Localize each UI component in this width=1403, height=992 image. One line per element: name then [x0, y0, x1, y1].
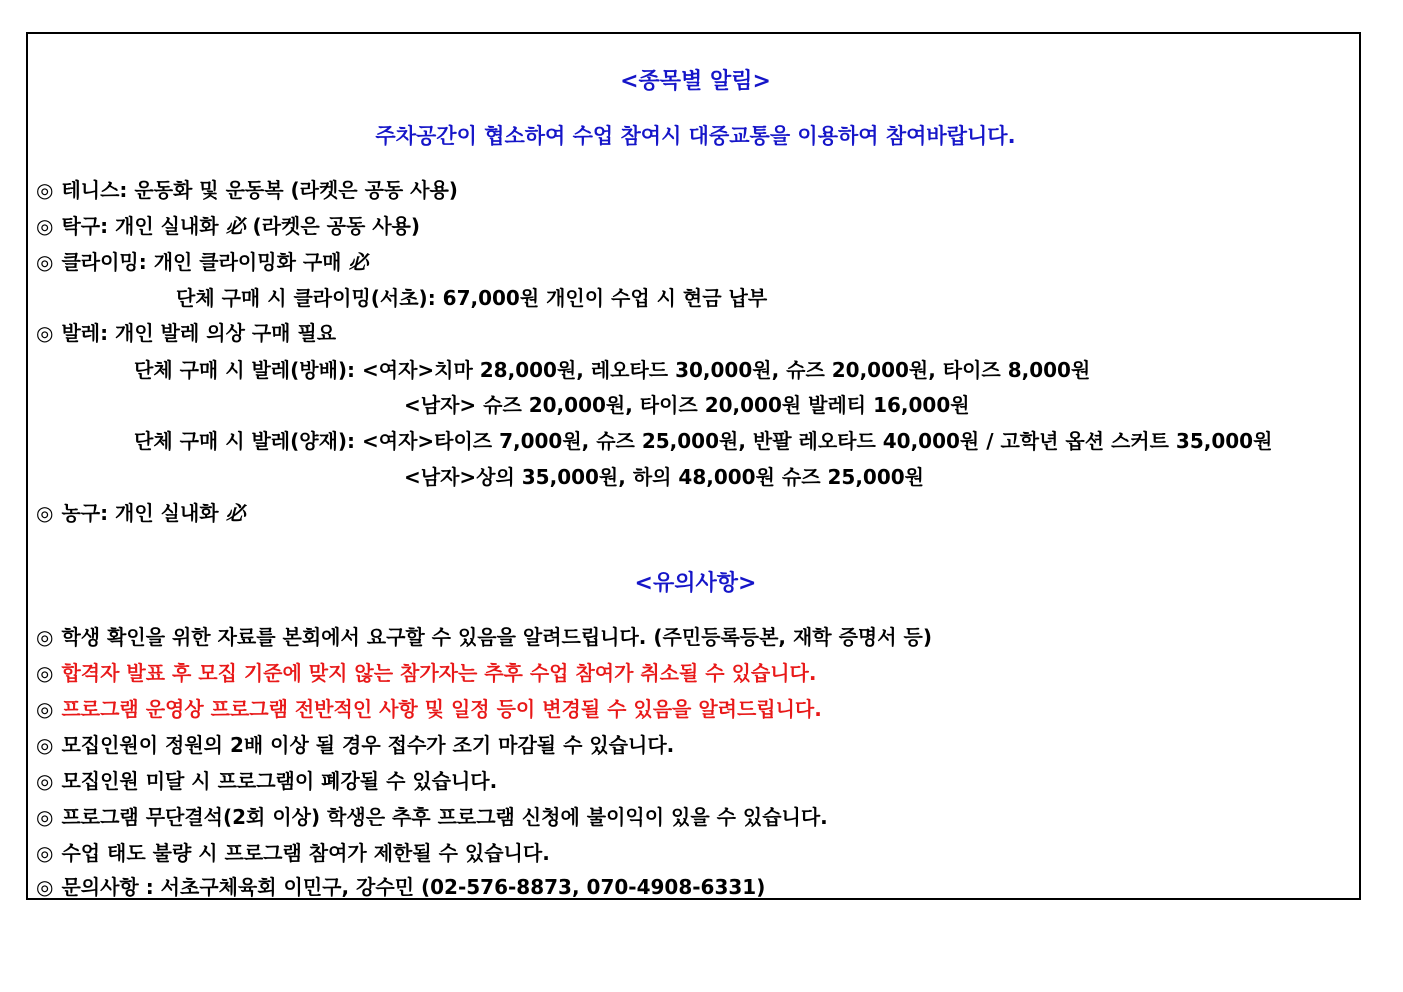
table-tennis-text: 탁구: 개인 실내화 [61, 214, 226, 238]
tennis-text: 테니스: 운동화 및 운동복 (라켓은 공동 사용) [61, 178, 458, 202]
caution-item [36, 767, 497, 795]
caution-item [36, 731, 674, 759]
must-mark: 必 [225, 501, 246, 525]
must-mark: 必 [225, 214, 246, 238]
bullet-mark: ◎ [36, 250, 54, 274]
caution-text: 모집인원이 정원의 2배 이상 될 경우 접수가 조기 마감될 수 있습니다. [61, 733, 675, 757]
basketball-text: 농구: 개인 실내화 [61, 501, 226, 525]
bullet-mark: ◎ [36, 769, 54, 793]
bullet-mark: ◎ [36, 214, 54, 238]
caution-item [36, 803, 828, 831]
notice-table-tennis [36, 212, 420, 240]
ballet-bangbae-male: <남자> 슈즈 20,000원, 타이즈 20,000원 발레티 16,000원 [404, 393, 970, 417]
climbing-text: 클라이밍: 개인 클라이밍화 구매 [61, 250, 349, 274]
notice-ballet [36, 319, 336, 347]
notice-basketball [36, 499, 246, 527]
caution-item [36, 623, 932, 651]
ballet-text: 발레: 개인 발레 의상 구매 필요 [61, 321, 337, 345]
caution-text: 학생 확인을 위한 자료를 본회에서 요구할 수 있음을 알려드립니다. (주민등록등본, 재학 증명서 등) [61, 625, 932, 649]
ballet-bangbae-female: 단체 구매 시 발레(방배): <여자>치마 28,000원, 레오타드 30,000원, 슈즈 20,000원, 타이즈 8,000원 [134, 358, 1091, 382]
caution-text: 수업 태도 불량 시 프로그램 참여가 제한될 수 있습니다. [61, 841, 550, 865]
caution-item [36, 659, 816, 687]
ballet-yangjae-male: <남자>상의 35,000원, 하의 48,000원 슈즈 25,000원 [404, 465, 924, 489]
must-mark: 必 [348, 250, 369, 274]
bullet-mark: ◎ [36, 697, 54, 721]
caution-item [36, 839, 550, 867]
table-tennis-text-2: (라켓은 공동 사용) [245, 214, 421, 238]
bullet-mark: ◎ [36, 805, 54, 829]
contact-info [36, 873, 765, 901]
contact-text: 문의사항 : 서초구체육회 이민구, 강수민 (02-576-8873, 070-4908-6331) [61, 875, 766, 899]
notice-climbing [36, 248, 368, 276]
notice-box [26, 32, 1361, 900]
caution-text-warning: 프로그램 운영상 프로그램 전반적인 사항 및 일정 등이 변경될 수 있음을 알려드립니다. [61, 697, 822, 721]
climbing-group-purchase: 단체 구매 시 클라이밍(서초): 67,000원 개인이 수업 시 현금 납부 [176, 286, 768, 310]
bullet-mark: ◎ [36, 875, 54, 899]
sports-notice-title: <종목별 알림> [620, 69, 771, 94]
bullet-mark: ◎ [36, 178, 54, 202]
bullet-mark: ◎ [36, 661, 54, 685]
caution-text: 모집인원 미달 시 프로그램이 폐강될 수 있습니다. [61, 769, 498, 793]
parking-notice: 주차공간이 협소하여 수업 참여시 대중교통을 이용하여 참여바랍니다. [375, 124, 1016, 148]
caution-title: <유의사항> [634, 571, 757, 596]
notice-tennis [36, 176, 458, 204]
caution-text-warning: 합격자 발표 후 모집 기준에 맞지 않는 참가자는 추후 수업 참여가 취소될 수 있습니다. [61, 661, 817, 685]
caution-item [36, 695, 822, 723]
ballet-yangjae-female: 단체 구매 시 발레(양재): <여자>타이즈 7,000원, 슈즈 25,000원, 반팔 레오타드 40,000원 / 고학년 옵션 스커트 35,000원 [134, 429, 1273, 453]
bullet-mark: ◎ [36, 733, 54, 757]
caution-text: 프로그램 무단결석(2회 이상) 학생은 추후 프로그램 신청에 불이익이 있을 수 있습니다. [61, 805, 828, 829]
bullet-mark: ◎ [36, 321, 54, 345]
bullet-mark: ◎ [36, 841, 54, 865]
bullet-mark: ◎ [36, 625, 54, 649]
bullet-mark: ◎ [36, 501, 54, 525]
